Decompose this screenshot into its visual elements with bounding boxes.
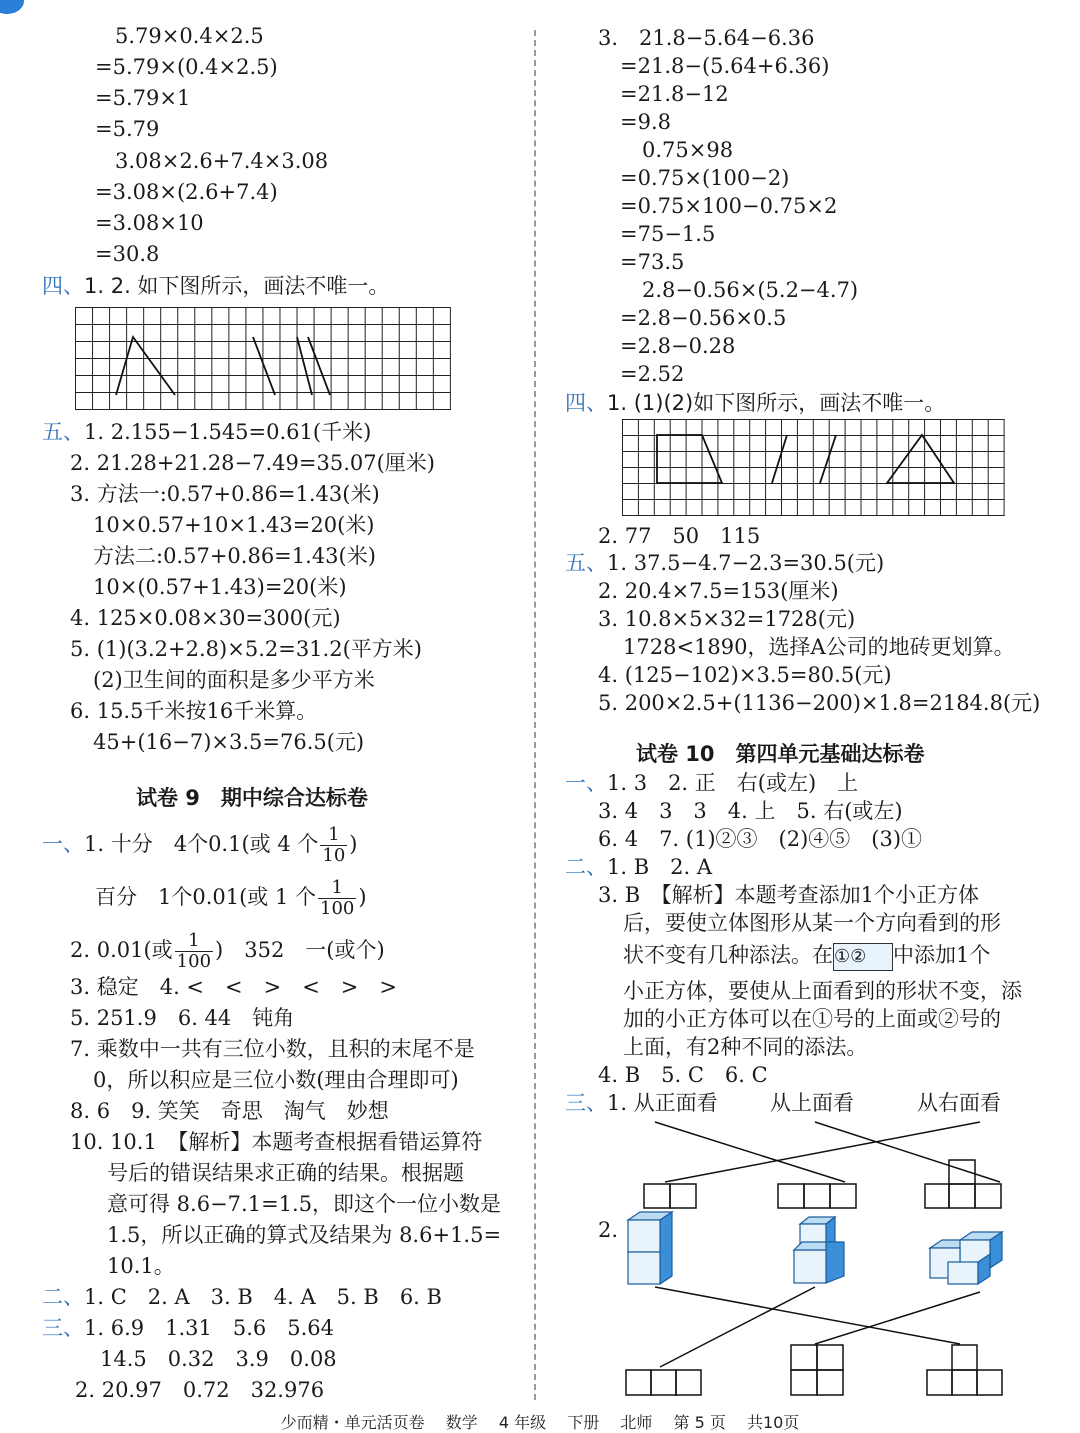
view-shape-two <box>644 1184 696 1208</box>
column-divider <box>534 30 536 1400</box>
section-4-heading <box>42 272 389 300</box>
calc-line: =3.08×10 <box>95 211 204 235</box>
answer-line: 10.1。 <box>107 1254 175 1278</box>
answer-line: 8. 6 9. 笑笑 奇思 淘气 妙想 <box>70 1099 389 1123</box>
answer-line: 10×0.57+10×1.43=20(米) <box>93 513 375 537</box>
calc-line: =2.8−0.28 <box>620 334 736 358</box>
denominator: 100 <box>176 951 212 972</box>
section-label: 二、 <box>42 1285 84 1309</box>
numerator: 1 <box>328 824 340 845</box>
calc-line: =75−1.5 <box>620 222 716 246</box>
q1b-line <box>95 878 367 919</box>
numerator: 1 <box>331 877 343 898</box>
answer-text: 百分 1个0.01(或 1 个 <box>95 885 317 909</box>
view-matching-diagram <box>560 1112 1030 1402</box>
denominator: 100 <box>320 898 355 919</box>
calc-line: =73.5 <box>620 250 685 274</box>
paren: ) <box>349 832 358 856</box>
answer-text: 1. 37.5−4.7−2.3=30.5(元) <box>607 551 885 575</box>
calc-line: 0.75×98 <box>642 138 734 162</box>
match-line <box>665 1122 980 1182</box>
answer-line: 5. (1)(3.2+2.8)×5.2=31.2(平方米) <box>70 637 422 661</box>
fraction <box>318 878 356 919</box>
answer-line: (2)卫生间的面积是多少平方米 <box>93 668 375 692</box>
calc-line: =2.8−0.56×0.5 <box>620 306 787 330</box>
view-label: 从右面看 <box>917 1091 1001 1115</box>
match-line <box>815 1122 1000 1182</box>
section-label: 二、 <box>565 855 607 879</box>
section-label: 五、 <box>565 551 607 575</box>
answer-line: 2. 77 50 115 <box>598 524 761 548</box>
answer-line: 3. 稳定 4. < < > < > > <box>70 975 397 999</box>
answer-line: 意可得 8.6−7.1=1.5，即这个一位小数是 <box>107 1192 502 1216</box>
section-2-line <box>42 1283 442 1311</box>
footer-grade: 4 年级 <box>498 1413 547 1432</box>
calc-line: =0.75×(100−2) <box>620 166 790 190</box>
answer-text: 1. 3 2. 正 右(或左) 上 <box>607 771 859 795</box>
drawing-grid-left <box>75 307 451 411</box>
cube-pair-figure <box>833 943 893 971</box>
answer-line: 后，要使立体图形从某一个方向看到的形 <box>623 911 1001 935</box>
view-label: 1. 从正面看 <box>607 1091 718 1115</box>
parallel-line <box>820 435 836 483</box>
exam-10-title: 试卷 10 第四单元基础达标卷 <box>636 742 925 766</box>
q1a-line <box>42 825 357 866</box>
answer-line: 4. 125×0.08×30=300(元) <box>70 606 341 630</box>
section-label: 五、 <box>42 420 84 444</box>
section-5-line <box>42 418 371 446</box>
calc-line: =21.8−12 <box>620 82 729 106</box>
footer-total: 共10页 <box>746 1413 800 1432</box>
view-shape-three-bottom <box>626 1370 701 1395</box>
answer-line: 6. 15.5千米按16千米算。 <box>70 699 318 723</box>
section-label: 四、 <box>42 274 84 298</box>
calc-line: 5.79×0.4×2.5 <box>115 24 264 48</box>
answer-text: 状不变有几种添法。在 <box>623 943 833 967</box>
calc-line: =5.79 <box>95 117 160 141</box>
answer-line: 14.5 0.32 3.9 0.08 <box>100 1347 337 1371</box>
footer-page: 第 5 页 <box>673 1413 726 1432</box>
view-label: 从上面看 <box>770 1091 854 1115</box>
answer-text: 中添加1个 <box>893 943 991 967</box>
view-shape-square <box>791 1345 843 1395</box>
answer-line: 10×(0.57+1.43)=20(米) <box>93 575 347 599</box>
match-line <box>815 1292 980 1344</box>
answer-text: 1. B 2. A <box>607 855 713 879</box>
calc-line: =5.79×1 <box>95 86 191 110</box>
answer-line: 小正方体，要使从上面看到的形状不变，添 <box>623 979 1022 1003</box>
answer-text: 1. 6.9 1.31 5.6 5.64 <box>84 1316 335 1340</box>
calc-line: =2.52 <box>620 362 685 386</box>
calc-line: =5.79×(0.4×2.5) <box>95 55 278 79</box>
calc-line: =3.08×(2.6+7.4) <box>95 180 278 204</box>
calc-line: 2.8−0.56×(5.2−4.7) <box>642 278 859 302</box>
calc-line: =9.8 <box>620 110 671 134</box>
section-text: 1. (1)(2)如下图所示，画法不唯一。 <box>607 391 946 415</box>
section-label: 一、 <box>565 771 607 795</box>
answer-line: 5. 251.9 6. 44 钝角 <box>70 1006 295 1030</box>
fraction <box>175 931 213 972</box>
cube-figure-3 <box>930 1232 1002 1284</box>
answer-line: 3. 10.8×5×32=1728(元) <box>598 607 856 631</box>
triangle-shape <box>887 435 954 483</box>
answer-line: 0，所以积应是三位小数(理由合理即可) <box>93 1068 459 1092</box>
answer-text: 1. 十分 4个0.1(或 4 个 <box>84 832 319 856</box>
triangle-shape <box>116 337 175 395</box>
section-4-heading <box>565 389 945 417</box>
footer-edition: 北师 <box>620 1413 653 1432</box>
section-label: 三、 <box>42 1316 84 1340</box>
q2-line <box>70 931 385 972</box>
paren: ) <box>358 885 367 909</box>
section-2-line <box>565 853 712 881</box>
answer-line: 2. 20.97 0.72 32.976 <box>75 1378 325 1402</box>
answer-line: 2. 21.28+21.28−7.49=35.07(厘米) <box>70 451 435 475</box>
answer-text: ) 352 一(或个) <box>215 938 385 962</box>
answer-line: 45+(16−7)×3.5=76.5(元) <box>93 730 365 754</box>
view-shape-l <box>925 1160 1001 1208</box>
answer-line: 5. 200×2.5+(1136−200)×1.8=2184.8(元) <box>598 691 1041 715</box>
answer-line: 加的小正方体可以在①号的上面或②号的 <box>623 1007 1001 1031</box>
parallel-line <box>308 337 330 395</box>
section-label: 四、 <box>565 391 607 415</box>
numerator: 1 <box>188 930 200 951</box>
calc-line: =0.75×100−0.75×2 <box>620 194 838 218</box>
footer-series: 少而精・单元活页卷 <box>280 1413 425 1432</box>
answer-line: 7. 乘数中一共有三位小数，且积的末尾不是 <box>70 1037 475 1061</box>
answer-line: 3. 4 3 3 4. 上 5. 右(或左) <box>598 799 903 823</box>
answer-line: 1728<1890，选择A公司的地砖更划算。 <box>623 635 1015 659</box>
parallel-line <box>297 337 312 395</box>
match-line <box>655 1122 845 1182</box>
section-label: 一、 <box>42 832 84 856</box>
section-3-line <box>42 1314 334 1342</box>
calc-line: 3. 21.8−5.64−6.36 <box>598 26 815 50</box>
answer-line: 1.5，所以正确的算式及结果为 8.6+1.5= <box>107 1223 502 1247</box>
answer-line: 号后的错误结果求正确的结果。根据题 <box>107 1161 464 1185</box>
calc-line: =21.8−(5.64+6.36) <box>620 54 830 78</box>
answer-line: 4. B 5. C 6. C <box>598 1063 768 1087</box>
answer-line: 方法二:0.57+0.86=1.43(米) <box>93 544 376 568</box>
answer-text: 2. 0.01(或 <box>70 938 173 962</box>
answer-line: 6. 4 7. (1)②③ (2)④⑤ (3)① <box>598 827 923 851</box>
cube-pair-label: ①② <box>834 945 867 967</box>
q2-label: 2. <box>598 1218 619 1242</box>
drawing-grid-right <box>622 419 1005 517</box>
match-line <box>655 1287 960 1344</box>
answer-line: 2. 20.4×7.5=153(厘米) <box>598 579 839 603</box>
calc-line: 3.08×2.6+7.4×3.08 <box>115 149 329 173</box>
fraction <box>320 825 347 866</box>
footer-subject: 数学 <box>445 1413 478 1432</box>
cube-figure-1 <box>628 1212 672 1284</box>
view-shape-l-bottom <box>927 1345 1002 1395</box>
parallel-line <box>253 337 275 395</box>
answer-line: 上面，有2种不同的添法。 <box>623 1035 868 1059</box>
denominator: 10 <box>322 845 346 866</box>
section-5-line <box>565 549 884 577</box>
answer-line: 4. (125−102)×3.5=80.5(元) <box>598 663 892 687</box>
exam-9-title: 试卷 9 期中综合达标卷 <box>136 786 368 810</box>
parallel-line <box>772 435 787 483</box>
cube-figure-2 <box>794 1217 844 1283</box>
answer-text: 1. 2.155−1.545=0.61(千米) <box>84 420 372 444</box>
answer-text: 1. C 2. A 3. B 4. A 5. B 6. B <box>84 1285 442 1309</box>
view-shape-three <box>778 1184 856 1208</box>
trapezoid-shape <box>657 435 722 483</box>
calc-line: =30.8 <box>95 242 160 266</box>
answer-line: 10. 10.1 【解析】本题考查根据看错运算符 <box>70 1130 483 1154</box>
answer-line: 3. 方法一:0.57+0.86=1.43(米) <box>70 482 380 506</box>
section-text: 1. 2. 如下图所示，画法不唯一。 <box>84 274 390 298</box>
corner-decoration <box>0 0 24 14</box>
answer-line <box>623 941 990 971</box>
section-1-line <box>565 769 858 797</box>
section-label: 三、 <box>565 1091 607 1115</box>
answer-line: 3. B 【解析】本题考查添加1个小正方体 <box>598 883 980 907</box>
footer-volume: 下册 <box>567 1413 600 1432</box>
